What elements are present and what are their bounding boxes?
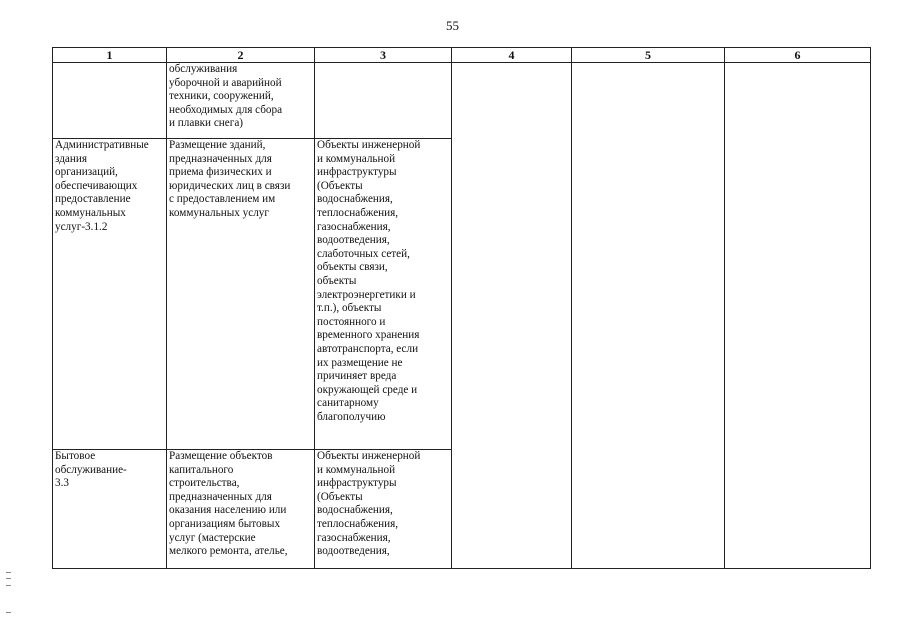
land-use-table xyxy=(52,47,871,569)
cell-description: Размещение объектов капитального строительства, предназначенных для оказания населению или организациям бытовых услуг (мастерские мелкого ремонта, ателье, xyxy=(167,450,315,569)
column-header-3: 3 xyxy=(315,48,452,63)
table-header-row xyxy=(53,48,871,63)
cell-permitted-use xyxy=(53,63,167,139)
cell-column-4 xyxy=(452,63,572,569)
column-header-5: 5 xyxy=(572,48,725,63)
page-number: 55 xyxy=(446,18,459,33)
cell-auxiliary-use: Объекты инженерной и коммунальной инфраструктуры (Объекты водоснабжения, теплоснабжения, газоснабжения, водоотведения, xyxy=(315,450,452,569)
cell-column-6 xyxy=(725,63,871,569)
cell-auxiliary-use xyxy=(315,63,452,139)
cell-description: обслуживания уборочной и аварийной техники, сооружений, необходимых для сбора и плавки снега) xyxy=(167,63,315,139)
column-header-1: 1 xyxy=(53,48,167,63)
margin-mark xyxy=(6,572,11,586)
column-header-4: 4 xyxy=(452,48,572,63)
table-row xyxy=(53,63,871,139)
cell-auxiliary-use: Объекты инженерной и коммунальной инфраструктуры (Объекты водоснабжения, теплоснабжения, газоснабжения, водоотведения, слаботочных сетей, объекты связи, объекты электроэнергетики и т.п.), объекты постоянного и временного хранения автотранспорта, если их размещение не причиняет вреда окружающей среде и санитарному благополучию xyxy=(315,139,452,450)
column-header-6: 6 xyxy=(725,48,871,63)
cell-permitted-use: Бытовое обслуживание- 3.3 xyxy=(53,450,167,569)
cell-column-5 xyxy=(572,63,725,569)
column-header-2: 2 xyxy=(167,48,315,63)
margin-mark xyxy=(6,612,11,613)
cell-description: Размещение зданий, предназначенных для приема физических и юридических лиц в связи с предоставлением им коммунальных услуг xyxy=(167,139,315,450)
cell-permitted-use: Административные здания организаций, обеспечивающих предоставление коммунальных услуг-3.1.2 xyxy=(53,139,167,450)
